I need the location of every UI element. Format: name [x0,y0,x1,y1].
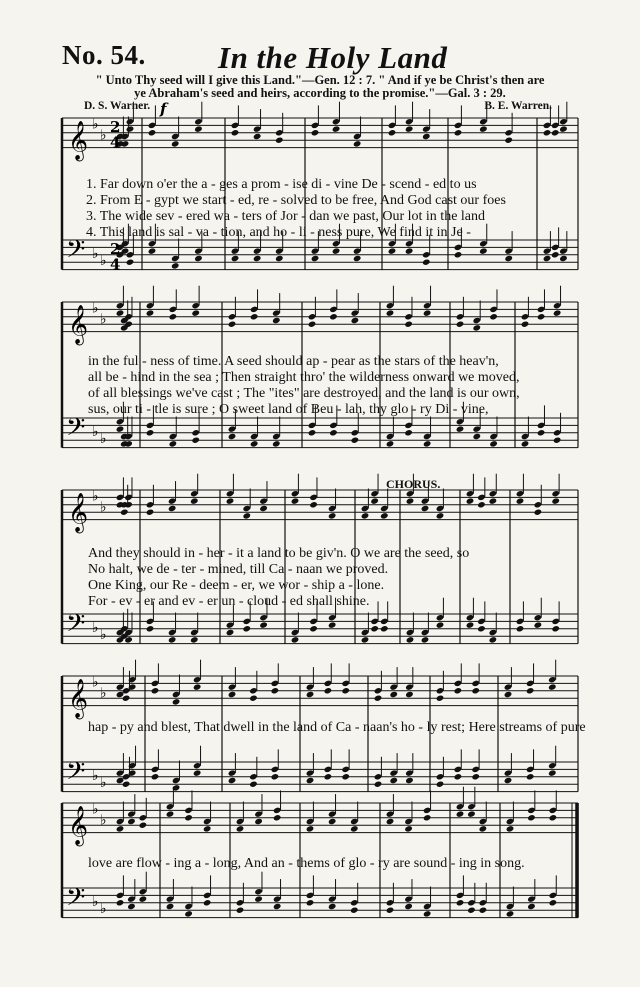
time-signature-bottom: 4 [110,255,121,274]
note-head [306,691,315,698]
note-head [553,437,562,444]
note-head [226,497,235,504]
note-head [272,440,281,447]
note-head [184,814,193,821]
bass-clef-icon: 𝄢 [66,883,86,919]
note-head [479,825,488,832]
note-head [126,259,135,266]
note-head [537,313,546,320]
note-head [139,822,148,829]
note-head [436,621,445,628]
note-head [273,903,282,910]
note-head [243,625,252,632]
note-head [151,687,160,694]
note-head [405,777,414,784]
note-head [454,251,463,258]
note-head [271,773,280,780]
note-head [127,903,136,910]
note-head [370,625,379,632]
note-head [423,814,432,821]
note-head [526,773,535,780]
flat-icon: ♭ [100,775,107,792]
note-head [171,140,180,147]
note-head [456,321,465,328]
flat-icon: ♭ [92,488,99,505]
note-head [477,625,486,632]
note-head [146,309,155,316]
note-head [551,497,560,504]
note-head [271,687,280,694]
note-head [231,129,240,136]
note-head [308,429,317,436]
bass-clef-icon: 𝄢 [66,235,86,271]
note-head [350,825,359,832]
lyric-line-3-4: For - ev - er and ev - er un - cloud - ed shall shine. [88,594,370,609]
lyric-line-3-3: One King, our Re - deem - er, we wor - ship a - lone. [88,578,385,593]
note-head [193,769,202,776]
flat-icon: ♭ [92,674,99,691]
note-head [386,440,395,447]
note-head [516,625,525,632]
note-head [272,317,281,324]
note-head [169,440,178,447]
flat-icon: ♭ [100,253,107,270]
note-head [548,769,557,776]
note-head [489,636,498,643]
treble-staff-4 [62,676,578,706]
note-head [122,781,131,788]
lyric-line-1-2: 2. From E - gypt we start - ed, re - solved to be free, And God cast our foes [86,193,506,208]
note-head [479,247,488,254]
note-head [559,255,568,262]
note-head [193,683,202,690]
treble-clef-icon: 𝄞 [68,304,89,345]
note-head [421,636,430,643]
note-head [386,309,395,316]
lyricist-credit: D. S. Warner. [84,100,151,112]
note-head [329,429,338,436]
note-head [422,133,431,140]
lyric-line-5-1: love are flow - ing a - long, And an - thems of glo - ry are sound - ing in song. [88,856,525,871]
note-head [228,321,237,328]
note-head [139,895,148,902]
note-head [404,321,413,328]
note-head [353,140,362,147]
note-head [250,440,259,447]
note-head [389,777,398,784]
note-head [243,512,252,519]
note-head [386,907,395,914]
note-head [254,895,263,902]
lyric-line-4-1: hap - py and blest, That dwell in the land of Ca - naan's ho - ly rest; Here streams of pure [88,720,586,735]
note-head [228,777,237,784]
note-head [236,825,245,832]
time-signature-top: 2 [110,239,121,258]
note-head [350,907,359,914]
note-head [543,129,552,136]
flat-icon: ♭ [100,627,107,644]
note-head [203,825,212,832]
flat-icon: ♭ [92,619,99,636]
note-head [473,324,482,331]
note-head [148,247,157,254]
note-head [275,137,284,144]
treble-clef-icon: 𝄞 [68,120,89,161]
treble-clef-icon: 𝄞 [68,678,89,719]
note-head [454,129,463,136]
flat-icon: ♭ [100,311,107,328]
note-head [166,810,175,817]
note-head [423,910,432,917]
hymn-number: No. 54. [62,40,146,70]
flat-icon: ♭ [100,812,107,829]
lyric-line-2-2: all be - hind in the sea ; Then straight thro' the wilderness onward we moved, [88,370,520,385]
note-head [306,777,315,784]
note-head [504,777,513,784]
note-head [332,247,341,254]
note-head [351,317,360,324]
note-head [527,814,536,821]
note-head [226,629,235,636]
note-head [127,818,136,825]
lyric-line-1-1: 1. Far down o'er the a - ges a prom - ise di - vine De - scend - ed to us [86,177,477,192]
note-head [506,825,515,832]
note-head [306,825,315,832]
note-head [166,903,175,910]
note-head [504,255,513,262]
lyric-line-2-3: of all blessings we've cast ; The "ites" are destroyed, and the land is our own, [88,386,520,401]
note-head [121,140,130,147]
note-head [341,773,350,780]
note-head [388,247,397,254]
lyric-line-3-1: And they should in - her - it a land to be giv'n. O we are the seed, so [88,546,470,561]
note-head [404,903,413,910]
note-head [405,691,414,698]
lyric-line-2-4: sus, our ti - tle is sure ; O sweet land of Beu - lah, thy glo - ry Di - vine, [88,402,489,417]
note-head [148,129,157,136]
note-head [489,313,498,320]
lyric-line-2-1: in the ful - ness of time. A seed should ap - pear as the stars of the heav'n, [88,354,499,369]
treble-clef-icon: 𝄞 [68,805,89,846]
chorus-label: CHORUS. [386,477,441,491]
flat-icon: ♭ [92,801,99,818]
note-head [324,687,333,694]
note-head [259,505,268,512]
note-head [386,818,395,825]
note-head [309,501,318,508]
note-head [389,691,398,698]
note-head [311,129,320,136]
note-head [120,509,129,516]
note-head [521,440,530,447]
note-head [254,818,263,825]
note-head [328,903,337,910]
flat-icon: ♭ [100,431,107,448]
flat-icon: ♭ [100,127,107,144]
note-head [456,425,465,432]
note-head [361,512,370,519]
note-head [388,129,397,136]
note-head [504,137,513,144]
time-signature-bottom: 4 [110,133,121,152]
flat-icon: ♭ [92,767,99,784]
note-head [521,321,530,328]
note-head [231,255,240,262]
note-head [559,125,568,132]
note-head [328,818,337,825]
note-head [151,773,160,780]
note-head [329,313,338,320]
note-head [423,309,432,316]
note-head [548,683,557,690]
note-head [404,429,413,436]
note-head [406,497,415,504]
note-head [169,313,178,320]
lyric-line-1-3: 3. The wide sev - ered wa - ters of Jor - dan we past, Our lot in the land [86,209,486,224]
note-head [311,255,320,262]
note-head [534,621,543,628]
note-head [467,907,476,914]
note-head [471,773,480,780]
bass-clef-icon: 𝄢 [66,413,86,449]
note-head [466,497,475,504]
note-head [479,125,488,132]
flat-icon: ♭ [92,300,99,317]
note-head [273,814,282,821]
note-head [405,247,414,254]
note-head [549,814,558,821]
note-head [423,440,432,447]
note-head [467,810,476,817]
note-head [537,429,546,436]
note-head [116,899,125,906]
flat-icon: ♭ [92,245,99,262]
note-head [291,497,300,504]
note-head [253,133,262,140]
note-head [308,321,317,328]
note-head [516,497,525,504]
note-head [168,636,177,643]
note-head [551,251,560,258]
note-head [436,512,445,519]
note-head [489,440,498,447]
lyric-line-3-2: No halt, we de - ter - mined, till Ca - naan we proved. [88,562,389,577]
note-head [146,509,155,516]
hymn-title: In the Holy Land [218,40,448,75]
note-head [370,497,379,504]
note-head [473,433,482,440]
note-head [549,899,558,906]
note-head [249,695,258,702]
note-head [116,309,125,316]
treble-clef-icon: 𝄞 [68,492,89,533]
flat-icon: ♭ [92,116,99,133]
note-head [466,621,475,628]
note-head [526,687,535,694]
bass-staff-1 [62,240,578,270]
note-head [551,129,560,136]
flat-icon: ♭ [100,499,107,516]
note-head [328,621,337,628]
note-head [190,497,199,504]
note-head [454,773,463,780]
note-head [236,907,245,914]
note-head [361,636,370,643]
note-head [194,125,203,132]
bass-clef-icon: 𝄢 [66,609,86,645]
note-head [421,505,430,512]
note-head [253,255,262,262]
note-head [122,695,131,702]
note-head [332,125,341,132]
note-head [306,899,315,906]
note-head [190,636,199,643]
flat-icon: ♭ [92,423,99,440]
note-head [341,687,350,694]
note-head [534,509,543,516]
note-head [404,825,413,832]
note-head [543,255,552,262]
bass-staff-4 [62,762,578,792]
note-head [436,781,445,788]
dynamic-marking: f [160,100,167,118]
note-head [146,429,155,436]
bass-clef-icon: 𝄢 [66,757,86,793]
note-head [309,625,318,632]
note-head [422,259,431,266]
lyric-line-1-4: 4. This land is sal - va - tion, and ho - li - ness pure, We find it in Je - [86,225,471,240]
note-head [146,625,155,632]
note-head [553,309,562,316]
note-head [454,687,463,694]
note-head [184,910,193,917]
note-head [194,255,203,262]
note-head [551,625,560,632]
note-head [191,437,200,444]
note-head [291,636,300,643]
note-head [527,903,536,910]
note-head [116,825,125,832]
note-head [477,501,486,508]
flat-icon: ♭ [100,685,107,702]
scripture-line-1: " Unto Thy seed will I give this Land."—Gen. 12 : 7. " And if ye be Christ's then are [95,73,545,87]
note-head [203,899,212,906]
treble-staff-1 [62,118,578,148]
note-head [116,425,125,432]
note-head [406,636,415,643]
note-head [228,691,237,698]
time-signature-top: 2 [110,117,121,136]
note-head [504,691,513,698]
note-head [171,262,180,269]
composer-credit: B. E. Warren. [484,100,552,112]
note-head [456,899,465,906]
note-head [126,125,135,132]
note-head [380,512,389,519]
scripture-line-2: ye Abraham's seed and heirs, according to the promise."—Gal. 3 : 29. [134,86,506,100]
note-head [275,255,284,262]
note-head [172,698,181,705]
note-head [374,781,383,788]
note-head [506,910,515,917]
note-head [471,687,480,694]
note-head [374,695,383,702]
note-head [259,621,268,628]
note-head [489,497,498,504]
note-head [380,625,389,632]
note-head [456,810,465,817]
note-head [324,773,333,780]
note-head [191,309,200,316]
flat-icon: ♭ [92,893,99,910]
note-head [353,255,362,262]
note-head [249,781,258,788]
note-head [328,512,337,519]
flat-icon: ♭ [100,901,107,918]
note-head [479,907,488,914]
note-head [228,433,237,440]
note-head [168,505,177,512]
note-head [351,437,360,444]
note-head [436,695,445,702]
note-head [250,313,259,320]
note-head [405,125,414,132]
